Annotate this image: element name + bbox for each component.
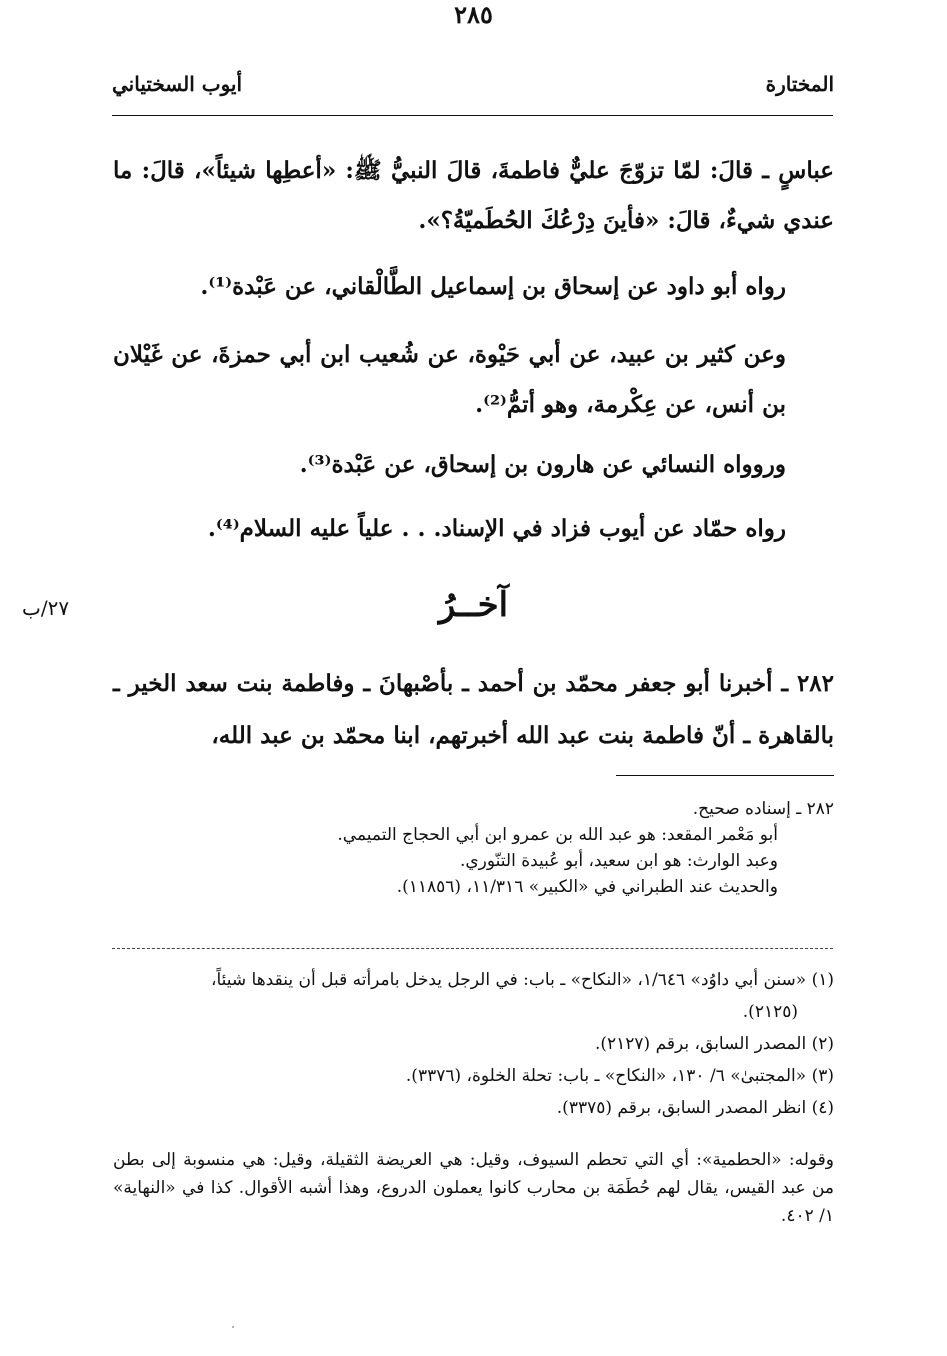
footnote-main-head: ٢٨٢ ـ إسناده صحيح.	[692, 799, 834, 819]
section-title: آخــرُ	[438, 585, 509, 625]
manuscript-folio-note: ٢٧/ب	[22, 596, 70, 620]
footnote-main-line: والحديث عند الطبراني في «الكبير» ١١/٣١٦، (١١٨٥٦).	[396, 877, 778, 897]
footnote-main-line: أبو مَعْمر المقعد: هو عبد الله بن عمرو ابن أبي الحجاج التميمي.	[337, 825, 778, 845]
paragraph-2: رواه أبو داود عن إسحاق بن إسماعيل الطَّالْقاني، عن عَبْدة⁽¹⁾.	[200, 273, 786, 300]
footnote-item-continued: (٢١٢٥).	[742, 1002, 798, 1022]
footnote-main-line: وعبد الوارث: هو ابن سعيد، أبو عُبيدة التنّوري.	[459, 851, 778, 871]
footnote-item: (٤) انظر المصدر السابق، برقم (٣٣٧٥).	[556, 1098, 834, 1118]
header-rule	[112, 115, 833, 116]
footnote-rule	[616, 775, 834, 776]
scan-dot	[232, 1326, 234, 1328]
header-chapter-title: أيوب السختياني	[112, 72, 243, 96]
footnote-item: (٣) «المجتبىٰ» ٦/ ١٣٠، «النكاح» ـ باب: تحلة الخلوة، (٣٣٧٦).	[405, 1066, 834, 1086]
footnote-list	[113, 966, 834, 1126]
paragraph-3: وعن كثير بن عبيد، عن أبي حَيْوة، عن شُعيب ابن أبي حمزةَ، عن غَيْلان بن أنس، عن عِكْرمة، وهو أتمُّ⁽²⁾.	[113, 341, 786, 418]
footnote-gloss: وقوله: «الحطمية»: أي التي تحطم السيوف، وقيل: هي العريضة الثقيلة، وقيل: هي منسوبة إلى بطن من عبد القيس، يقال لهم حُطَمَة بن محارب كانوا يعملون الدروع، وهذا أشبه الأقوال. كذا في «النهاية» ١/ ٤٠٢.	[113, 1150, 834, 1226]
header-book-title: المختارة	[765, 72, 834, 96]
page-number: ٢٨٥	[454, 0, 493, 29]
footnote-dashed-rule	[112, 948, 833, 949]
paragraph-4: وروواه النسائي عن هارون بن إسحاق، عن عَبْدة⁽³⁾.	[299, 451, 786, 478]
hadith-282: ٢٨٢ ـ أخبرنا أبو جعفر محمّد بن أحمد ـ بأصْبهانَ ـ وفاطمة بنت سعد الخير ـ بالقاهرة ـ أنّ فاطمة بنت عبد الله أخبرتهم، ابنا محمّد بن عبد الله،	[113, 670, 834, 749]
footnote-item: (١) «سنن أبي داوُد» ١/٦٤٦، «النكاح» ـ باب: في الرجل يدخل بامرأته قبل أن ينقدها شيئاً،	[210, 970, 834, 990]
paragraph-5: رواه حمّاد عن أيوب فزاد في الإسناد. . . علياً عليه السلام⁽⁴⁾.	[207, 515, 786, 542]
footnote-main	[113, 796, 834, 900]
footnote-item: (٢) المصدر السابق، برقم (٢١٢٧).	[594, 1034, 834, 1054]
paragraph-1: عباسٍ ـ قالَ: لمّا تزوّجَ عليٌّ فاطمةَ، قالَ النبيُّ ﷺ: «أعطِها شيئاً»، قالَ: ما عندي شيءٌ، قالَ: «فأينَ دِرْعُكَ الحُطَميّةُ؟».	[113, 157, 834, 234]
